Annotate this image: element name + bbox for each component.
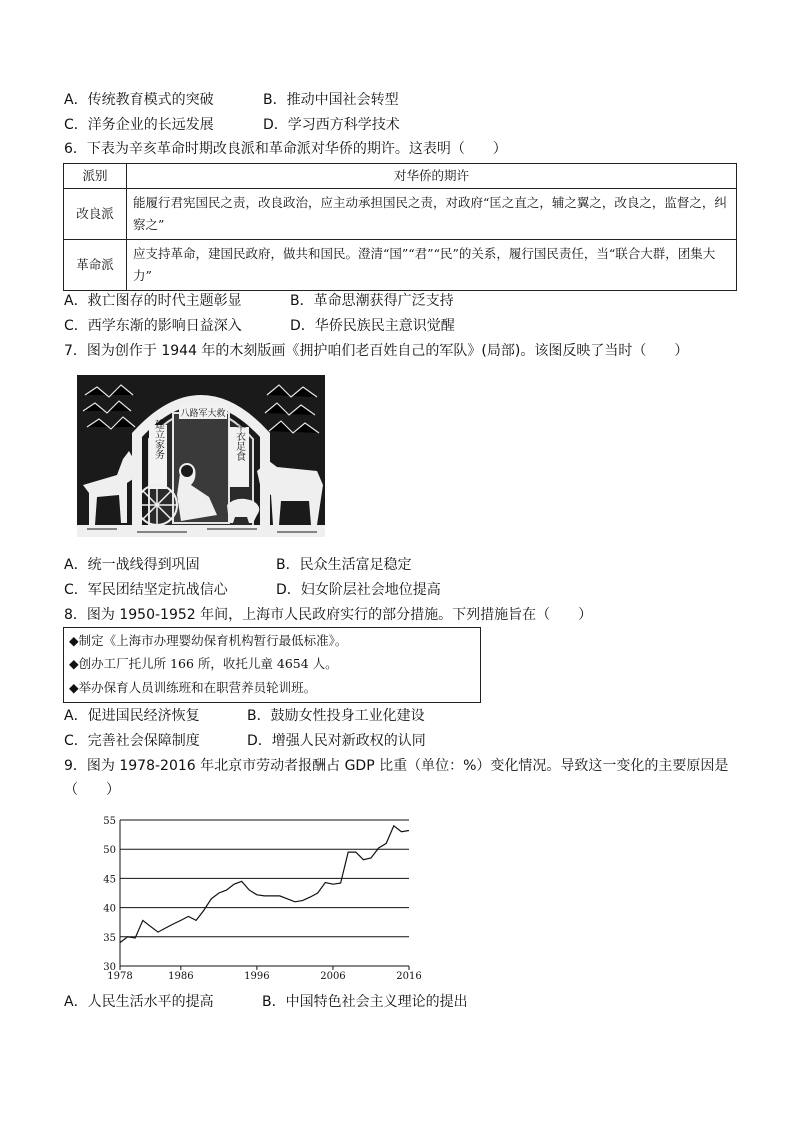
q7-option-d: D．妇女阶层社会地位提高 — [276, 582, 441, 598]
x-tick-label: 1978 — [107, 971, 133, 982]
y-tick-label: 35 — [103, 932, 116, 944]
q6-stem: 6．下表为辛亥革命时期改良派和革命派对华侨的期许。这表明（ ） — [64, 141, 507, 157]
q8-measure-1: ◆制定《上海市办理婴幼保育机构暂行最低标准》。 — [69, 633, 348, 648]
y-tick-label: 30 — [103, 962, 116, 973]
q6-row1-faction: 改良派 — [64, 189, 127, 240]
q6-table-header-faction: 派别 — [64, 164, 127, 189]
q9-stem: 9．图为 1978-2016 年北京市劳动者报酬占 GDP 比重（单位：%）变化情况。导致这一变化的主要原因是 — [64, 758, 729, 774]
q7-stem: 7．图为创作于 1944 年的木刻版画《拥护咱们老百姓自己的军队》(局部)。该图反映了当时（ ） — [64, 343, 689, 359]
q9-line-chart — [96, 810, 421, 982]
woodcut-image — [77, 375, 325, 537]
q5-option-a: A．传统教育模式的突破 — [64, 92, 214, 108]
y-tick-label: 40 — [103, 903, 116, 915]
x-tick-label: 2006 — [320, 971, 346, 982]
q9-option-b: B．中国特色社会主义理论的提出 — [262, 994, 468, 1010]
q7-option-c: C．军民团结坚定抗战信心 — [64, 582, 228, 598]
q9-option-a: A．人民生活水平的提高 — [64, 994, 214, 1010]
y-tick-label: 55 — [103, 816, 116, 827]
x-tick-label: 1996 — [244, 971, 270, 982]
q6-option-d: D．华侨民族民主意识觉醒 — [290, 318, 455, 334]
woodcut-illustration — [77, 375, 325, 537]
table-row — [64, 189, 737, 240]
table-row — [64, 240, 737, 291]
q8-measure-2: ◆创办工厂托儿所 166 所，收托儿童 4654 人。 — [69, 656, 338, 671]
q6-row2-faction: 革命派 — [64, 240, 127, 291]
q6-row1-expectation: 能履行君宪国民之责，改良政治，应主动承担国民之责，对政府“匡之直之，辅之翼之，改良之，监督之，纠察之” — [127, 189, 737, 240]
woodcut-sign-right: 丰衣足食 — [233, 421, 245, 461]
q5-option-c: C．洋务企业的长远发展 — [64, 117, 214, 133]
q8-option-a: A．促进国民经济恢复 — [64, 708, 200, 724]
q8-measures-box — [63, 627, 481, 703]
q6-option-c: C．西学东渐的影响日益深入 — [64, 318, 242, 334]
y-tick-label: 45 — [103, 874, 116, 886]
q6-table — [63, 163, 737, 291]
q7-option-a: A．统一战线得到巩固 — [64, 557, 200, 573]
y-tick-label: 50 — [103, 845, 116, 857]
q5-option-d: D．学习西方科学技术 — [263, 117, 400, 133]
woodcut-sign-top: 八路军大救 — [180, 409, 226, 419]
q6-option-b: B．革命思潮获得广泛支持 — [290, 293, 454, 309]
chart-svg — [96, 810, 421, 982]
q6-option-a: A．救亡图存的时代主题彰显 — [64, 293, 242, 309]
q6-row2-expectation: 应支持革命，建国民政府，做共和国民。澄清“国”“君”“民”的关系，履行国民责任，当“联合大群，团集大力” — [127, 240, 737, 291]
q8-option-d: D．增强人民对新政权的认同 — [247, 733, 426, 749]
x-tick-label: 2016 — [396, 971, 421, 982]
woodcut-sign-left: 建立家务 — [152, 419, 164, 459]
q6-table-header-expectation: 对华侨的期许 — [127, 164, 737, 189]
q7-option-b: B．民众生活富足稳定 — [276, 557, 412, 573]
x-tick-label: 1986 — [168, 971, 194, 982]
q8-measure-3: ◆举办保育人员训练班和在职营养员轮训班。 — [69, 680, 317, 695]
q9-stem-paren: （ ） — [64, 782, 120, 798]
q8-option-c: C．完善社会保障制度 — [64, 733, 200, 749]
q5-option-b: B．推动中国社会转型 — [263, 92, 399, 108]
q8-stem: 8．图为 1950-1952 年间，上海市人民政府实行的部分措施。下列措施旨在（ ） — [64, 607, 593, 623]
q8-option-b: B．鼓励女性投身工业化建设 — [247, 708, 425, 724]
series-line — [120, 826, 409, 943]
